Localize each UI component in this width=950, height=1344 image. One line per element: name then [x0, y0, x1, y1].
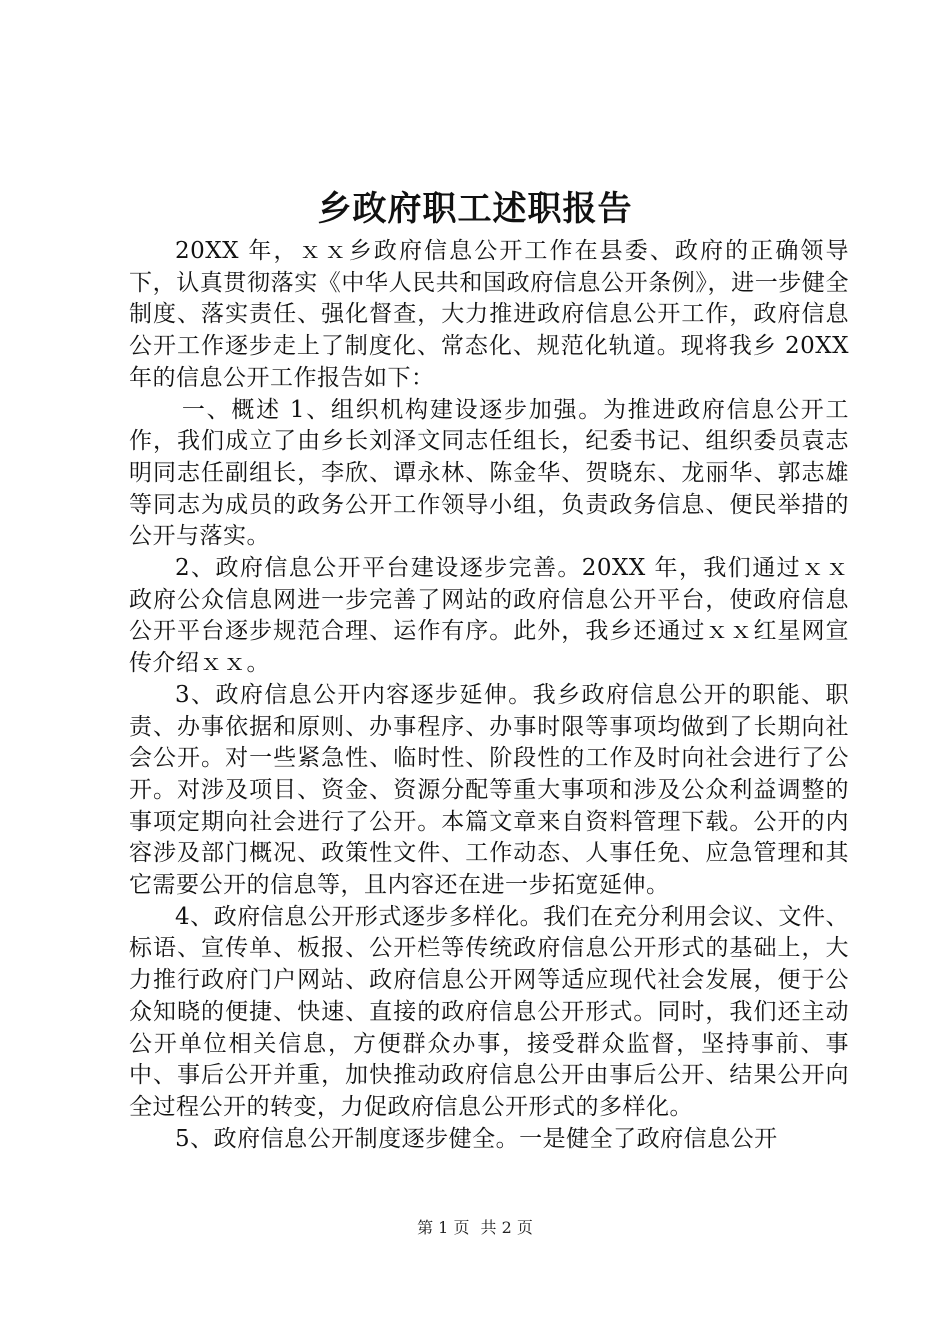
page-footer: [0, 1216, 950, 1240]
paragraph-intro: 20XX 年，ｘｘ乡政府信息公开工作在县委、政府的正确领导下，认真贯彻落实《中华人民共和国政府信息公开条例》，进一步健全制度、落实责任、强化督查，大力推进政府信息公开工作，政府信息公开工作逐步走上了制度化、常态化、规范化轨道。现将我乡 20XX 年的信息公开工作报告如下：: [129, 238, 849, 391]
page-number-total: 共 2 页: [480, 1218, 533, 1237]
document-title: 乡政府职工述职报告: [317, 189, 633, 229]
paragraph-section-4: 4、政府信息公开形式逐步多样化。我们在充分利用会议、文件、标语、宣传单、板报、公开栏等传统政府信息公开形式的基础上，大力推行政府门户网站、政府信息公开网等适应现代社会发展，便于公众知晓的便捷、快速、直接的政府信息公开形式。同时，我们还主动公开单位相关信息，方便群众办事，接受群众监督，坚持事前、事中、事后公开并重，加快推动政府信息公开由事后公开、结果公开向全过程公开的转变，力促政府信息公开形式的多样化。: [129, 903, 849, 1120]
paragraph-section-1: 一、概述 1、组织机构建设逐步加强。为推进政府信息公开工作，我们成立了由乡长刘泽文同志任组长，纪委书记、组织委员袁志明同志任副组长，李欣、谭永林、陈金华、贺晓东、龙丽华、郭志雄等同志为成员的政务公开工作领导小组，负责政务信息、便民举措的公开与落实。: [129, 396, 849, 550]
page-number-current: 第 1 页: [417, 1218, 470, 1237]
paragraph-section-5: 5、政府信息公开制度逐步健全。一是健全了政府信息公开: [175, 1125, 778, 1152]
paragraph-section-2: 2、政府信息公开平台建设逐步完善。20XX 年，我们通过ｘｘ政府公众信息网进一步完善了网站的政府信息公开平台，使政府信息公开平台逐步规范合理、运作有序。此外，我乡还通过ｘｘ红星网宣传介绍ｘｘ。: [129, 555, 849, 677]
document-body: [129, 236, 849, 1155]
paragraph-section-3: 3、政府信息公开内容逐步延伸。我乡政府信息公开的职能、职责、办事依据和原则、办事程序、办事时限等事项均做到了长期向社会公开。对一些紧急性、临时性、阶段性的工作及时向社会进行了公开。对涉及项目、资金、资源分配等重大事项和涉及公众利益调整的事项定期向社会进行了公开。本篇文章来自资料管理下载。公开的内容涉及部门概况、政策性文件、工作动态、人事任免、应急管理和其它需要公开的信息等，且内容还在进一步拓宽延伸。: [129, 681, 849, 899]
